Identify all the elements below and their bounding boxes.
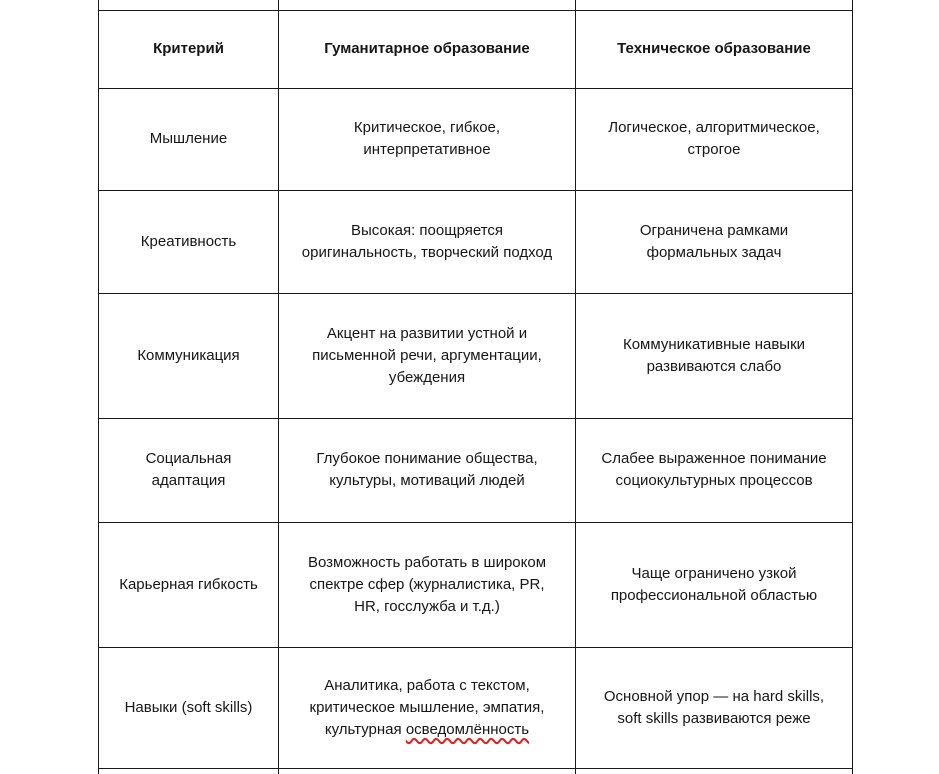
partial-cell bbox=[576, 768, 853, 774]
header-cell-technical[interactable]: Техническое образование bbox=[576, 10, 853, 88]
technical-cell[interactable]: Чаще ограничено узкой профессиональной областью bbox=[576, 522, 853, 647]
humanities-cell[interactable]: Высокая: поощряется оригинальность, творческий подход bbox=[279, 190, 576, 293]
table-row bbox=[99, 88, 853, 190]
criterion-cell[interactable]: Коммуникация bbox=[99, 293, 279, 418]
partial-cell bbox=[99, 0, 279, 10]
technical-cell[interactable]: Коммуникативные навыки развиваются слабо bbox=[576, 293, 853, 418]
table-row bbox=[99, 522, 853, 647]
table-row bbox=[99, 190, 853, 293]
humanities-cell[interactable]: Критическое, гибкое, интерпретативное bbox=[279, 88, 576, 190]
header-cell-humanities[interactable]: Гуманитарное образование bbox=[279, 10, 576, 88]
technical-cell[interactable]: Ограничена рамками формальных задач bbox=[576, 190, 853, 293]
table-header-row bbox=[99, 10, 853, 88]
technical-cell[interactable]: Логическое, алгоритмическое, строгое bbox=[576, 88, 853, 190]
criterion-cell[interactable]: Карьерная гибкость bbox=[99, 522, 279, 647]
technical-cell[interactable]: Основной упор — на hard skills, soft skills развиваются реже bbox=[576, 647, 853, 768]
humanities-cell[interactable]: Возможность работать в широком спектре сфер (журналистика, PR, HR, госслужба и т.д.) bbox=[279, 522, 576, 647]
table-row bbox=[99, 418, 853, 522]
criterion-cell[interactable]: Креативность bbox=[99, 190, 279, 293]
table-row-partial-top bbox=[99, 0, 853, 10]
criterion-cell[interactable]: Социальная адаптация bbox=[99, 418, 279, 522]
header-cell-criterion[interactable]: Критерий bbox=[99, 10, 279, 88]
partial-cell bbox=[279, 0, 576, 10]
misspelled-word[interactable]: осведомлённость bbox=[405, 720, 530, 738]
partial-cell bbox=[279, 768, 576, 774]
partial-cell bbox=[99, 768, 279, 774]
table-row-partial-bottom bbox=[99, 768, 853, 774]
table-row bbox=[99, 647, 853, 768]
table-row bbox=[99, 293, 853, 418]
humanities-cell[interactable]: Акцент на развитии устной и письменной речи, аргументации, убеждения bbox=[279, 293, 576, 418]
comparison-table bbox=[98, 0, 853, 774]
humanities-cell[interactable]: Глубокое понимание общества, культуры, мотиваций людей bbox=[279, 418, 576, 522]
humanities-cell[interactable] bbox=[279, 647, 576, 768]
humanities-text: Аналитика, работа с текстом, критическое мышление, эмпатия, культурная bbox=[309, 676, 545, 738]
partial-cell bbox=[576, 0, 853, 10]
technical-cell[interactable]: Слабее выраженное понимание социокультурных процессов bbox=[576, 418, 853, 522]
criterion-cell[interactable]: Навыки (soft skills) bbox=[99, 647, 279, 768]
criterion-cell[interactable]: Мышление bbox=[99, 88, 279, 190]
